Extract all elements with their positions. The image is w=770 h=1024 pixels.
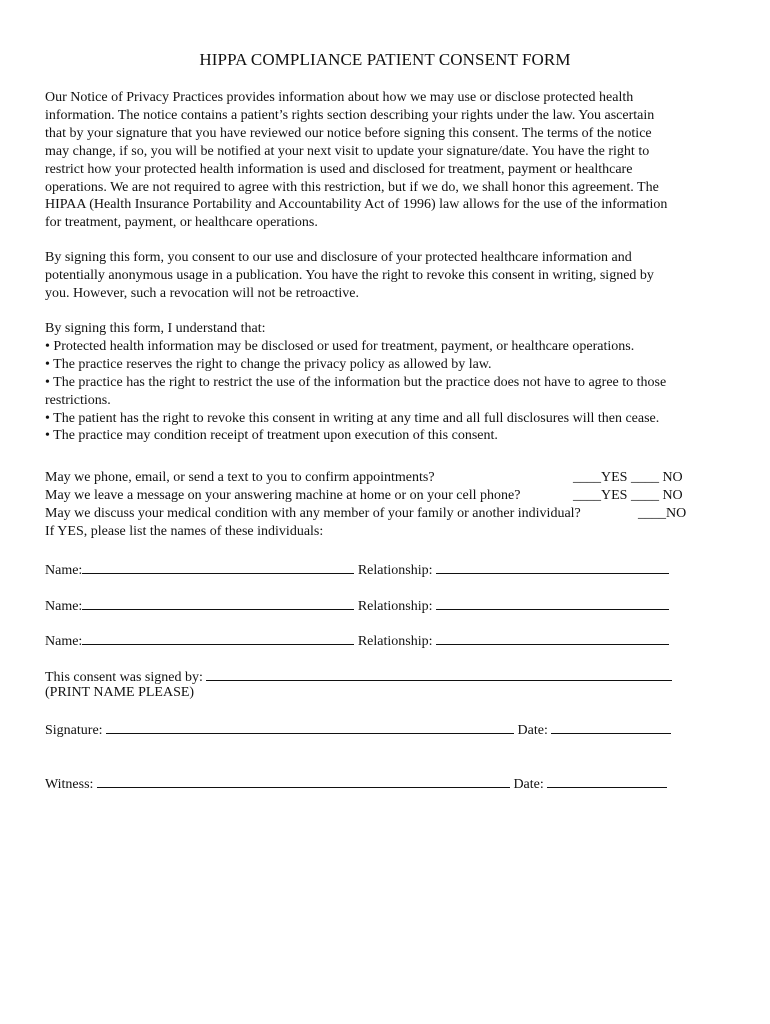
name-field[interactable] bbox=[82, 595, 354, 610]
print-name-note: (PRINT NAME PLEASE) bbox=[45, 685, 195, 700]
yes-no-field-appointments[interactable]: ____YES ____ NO bbox=[573, 470, 683, 485]
date-label: Date: bbox=[517, 723, 548, 738]
signature-row bbox=[45, 719, 671, 740]
name-label: Name: bbox=[45, 634, 83, 649]
bullet-item: • Protected health information may be disclosed or used for treatment, payment, or healthcare operations. bbox=[45, 338, 635, 354]
bullet-item: • The practice has the right to restrict the use of the information but the practice does not have to agree to those bbox=[45, 374, 667, 390]
paragraph-line: information. The notice contains a patient’s rights section describing your rights under the law. You ascertain bbox=[45, 107, 655, 123]
paragraph-line: By signing this form, you consent to our use and disclosure of your protected healthcare information and bbox=[45, 250, 632, 265]
form-title: HIPPA COMPLIANCE PATIENT CONSENT FORM bbox=[199, 50, 571, 69]
relationship-field[interactable] bbox=[436, 559, 669, 574]
paragraph-line: potentially anonymous usage in a publication. You have the right to revoke this consent in writing, signed by bbox=[45, 267, 654, 283]
paragraph-line: Our Notice of Privacy Practices provides information about how we may use or disclose protected health bbox=[45, 90, 634, 105]
paragraph-line: restrict how your protected health information is used and disclosed for treatment, payment or healthcare bbox=[45, 161, 633, 177]
name-row bbox=[45, 559, 669, 580]
no-field-discuss[interactable]: ____NO bbox=[638, 506, 687, 521]
date-label: Date: bbox=[513, 777, 544, 792]
witness-label: Witness: bbox=[45, 777, 94, 792]
signature-label: Signature: bbox=[45, 723, 103, 738]
relationship-field[interactable] bbox=[436, 630, 669, 645]
name-row bbox=[45, 630, 669, 651]
witness-field[interactable] bbox=[97, 773, 510, 788]
signed-by-field[interactable] bbox=[206, 666, 672, 681]
paragraph-line: operations. We are not required to agree with this restriction, but if we do, we shall honor this agreement. The bbox=[45, 179, 659, 195]
bullet-item: • The practice may condition receipt of treatment upon execution of this consent. bbox=[45, 428, 498, 444]
question-confirm-appointments: May we phone, email, or send a text to you to confirm appointments? bbox=[45, 470, 435, 485]
name-label: Name: bbox=[45, 563, 83, 578]
signed-by-label: This consent was signed by: bbox=[45, 670, 203, 685]
if-yes-instruction: If YES, please list the names of these individuals: bbox=[45, 524, 324, 539]
bullet-item: • The practice reserves the right to change the privacy policy as allowed by law. bbox=[45, 356, 492, 372]
consent-paragraph bbox=[45, 249, 725, 303]
question-discuss-condition: May we discuss your medical condition with any member of your family or another individual? bbox=[45, 506, 581, 521]
name-field[interactable] bbox=[82, 630, 354, 645]
privacy-notice-paragraph bbox=[45, 89, 725, 232]
name-field[interactable] bbox=[82, 559, 354, 574]
paragraph-line: you. However, such a revocation will not be retroactive. bbox=[45, 285, 359, 301]
yes-no-field-message[interactable]: ____YES ____ NO bbox=[573, 488, 683, 503]
name-label: Name: bbox=[45, 599, 83, 614]
bullet-item: • The patient has the right to revoke this consent in writing at any time and all full disclosures will then cease. bbox=[45, 410, 660, 426]
witness-date-field[interactable] bbox=[547, 773, 667, 788]
question-leave-message: May we leave a message on your answering machine at home or on your cell phone? bbox=[45, 488, 521, 503]
paragraph-line: that by your signature that you have reviewed our notice before signing this consent. The terms of the notice bbox=[45, 125, 652, 141]
understanding-list bbox=[45, 320, 725, 445]
witness-row bbox=[45, 773, 667, 794]
signature-date-field[interactable] bbox=[551, 719, 671, 734]
paragraph-line: may change, if so, you will be notified at your next visit to update your signature/date. You have the right to bbox=[45, 143, 650, 159]
bullet-item-continuation: restrictions. bbox=[45, 392, 111, 408]
paragraph-line: HIPAA (Health Insurance Portability and Accountability Act of 1996) law allows for the use of the information bbox=[45, 197, 668, 213]
signature-field[interactable] bbox=[106, 719, 514, 734]
relationship-label: Relationship: bbox=[357, 563, 433, 578]
name-row bbox=[45, 595, 669, 616]
paragraph-line: for treatment, payment, or healthcare operations. bbox=[45, 215, 318, 231]
understand-heading: By signing this form, I understand that: bbox=[45, 321, 266, 336]
relationship-label: Relationship: bbox=[357, 599, 433, 614]
relationship-field[interactable] bbox=[436, 595, 669, 610]
relationship-label: Relationship: bbox=[357, 634, 433, 649]
